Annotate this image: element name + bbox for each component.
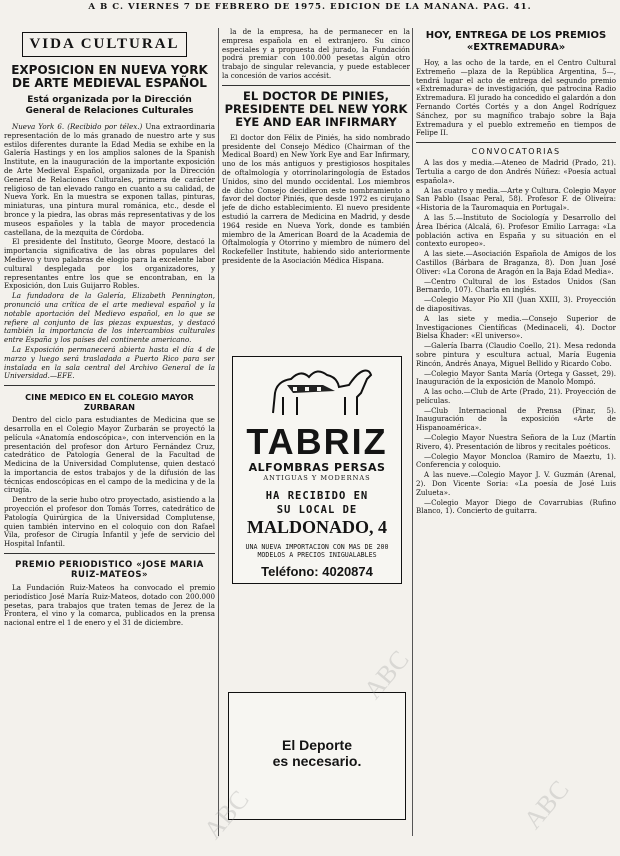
ad-slogan-line: es necesario. [272, 753, 362, 769]
event-item: —Colegio Mayor Pío XII (Juan XXIII, 3). Proyección de diapositivas. [416, 295, 616, 313]
divider [4, 385, 215, 386]
ad-slogan-line: El Deporte [281, 737, 352, 753]
column-left [4, 28, 215, 848]
paragraph: La Fundación Ruiz-Mateos ha convocado el premio periodístico José María Ruiz-Mateos, dotado con 200.000 pesetas, para trabajos que traten temas de Jerez de la Frontera, el vino y la comarca, publicados en la prensa nacional entre el 1 de enero y el 31 de diciembre. [4, 583, 215, 628]
article-body [222, 134, 410, 266]
article-body [4, 584, 215, 628]
column-right [416, 28, 616, 848]
event-item: —Colegio Mayor Nuestra Señora de la Luz (Martín Rivero, 4). Presentación de libros y recitales poéticos. [416, 433, 616, 451]
ad-address: MALDONADO, 4 [247, 517, 387, 537]
event-item: A las cuatro y media.—Arte y Cultura. Colegio Mayor San Pablo (Isaac Peral, 58). Profesor F. de Oliveira: «Historia de la Tauromaquia en Portugal». [416, 185, 616, 213]
article-body [416, 59, 616, 138]
paragraph: Hoy, a las ocho de la tarde, en el Centro Cultural Extremeño —plaza de la República Argentina, 5—, tendrá lugar el acto de entrega del segundo premio «Extremadura» de investigación, que patrocina Radio Extremadura. El jurado ha concedido el galardón a don Fernando Cortés Cortés y a don Angel Rodríguez Sánchez, por su magnífico trabajo sobre la Baja Extremadura y el pueblo extremeño en tiempos de Felipe II. [416, 58, 616, 138]
section-title-box: VIDA CULTURAL [22, 32, 187, 57]
article-subheadline: Está organizada por la Dirección General de Relaciones Culturales [25, 95, 194, 116]
paragraph: Dentro de la serie hubo otro proyectado, asistiendo a la proyección el profesor don Tomás Torres, catedrático de Patología Quirúrgica de la Universidad Complutense, quien también intervino en el coloquio con don Rafael Vila, profesor de Cirugía Infantil y jefe de servicio del Hospital Infantil. [4, 495, 215, 549]
paragraph: La fundadora de la Galería, Elizabeth Pennington, pronunció una crítica de el arte medieval español y la notable aportación del Medievo español, en lo que se refiere al conjunto de las piezas expuestas, y destacó también la importancia de los intercambios culturales entre España y los países del continente americano. [4, 291, 215, 345]
divider [4, 553, 215, 554]
ad-small-text: UNA NUEVA IMPORTACION CON MAS DE 200 MODELOS A PRECIOS INIGUALABLES [245, 543, 389, 559]
column-rule [412, 28, 413, 836]
watermark: ABC [518, 774, 575, 835]
event-item: A las siete.—Asociación Española de Amigos de los Castillos (Bárbara de Braganza, 8). Don Juan José Oliver: «La Corona de Aragón en la Baja Edad Media». [416, 249, 616, 276]
camel-illustration [253, 363, 383, 423]
ad-slogan [229, 737, 405, 769]
event-item: —Galería Ibarra (Claudio Coello, 21). Mesa redonda sobre pintura y escultura actual, María Eugenia Rincón, Andrés Anaya, Miguel Bellido y Ricardo Cobo. [416, 341, 616, 368]
page-header: A B C. VIERNES 7 DE FEBRERO DE 1975. EDICION DE LA MAÑANA. PAG. 41. [88, 2, 532, 12]
advertisement-tabriz [232, 356, 402, 584]
event-item: —Colegio Mayor Santa María (Ortega y Gasset, 29). Inauguración de la exposición de Manolo Mompó. [416, 368, 616, 387]
event-item: —Centro Cultural de los Estados Unidos (San Bernardo, 107). Charla en inglés. [416, 276, 616, 295]
ad-tagline: ALFOMBRAS PERSAS [248, 461, 386, 474]
divider [222, 85, 410, 86]
article-headline: PREMIO PERIODISTICO «JOSE MARIA RUIZ-MATEOS» [15, 560, 204, 581]
article-headline: HOY, ENTREGA DE LOS PREMIOS «EXTREMADURA» [425, 30, 607, 53]
advertisement-deporte [228, 692, 406, 820]
article-headline: EL DOCTOR DE PINIES, PRESIDENTE DEL NEW YORK EYE AND EAR INFIRMARY [224, 88, 408, 129]
section-title: CONVOCATORIAS [471, 147, 561, 157]
paragraph: El doctor don Félix de Piniés, ha sido nombrado presidente del Consejo Médico (Chairman of the Medical Board) en New York Eye and Ear Infirmary, uno de los más antiguos y prestigiosos hospitales de oftalmología y otorrinolaringología de Estados Unidos, sino del mundo occidental. Los miembros de dicho Consejo decidieron este nombramiento a favor del doctor Piniés, que desde 1972 es cirujano jefe de dicho establecimiento. El nuevo presidente estudió la carrera de Medicina en Madrid, y desde 1964 reside en Nueva York, donde es también miembro de la American Board de la Academia de Oftalmología y Otorrino y miembro de número del Rockefeller Institute, habiendo sido anteriormente presidente de la Asociación Médica Hispana. [222, 132, 410, 265]
event-item: —Colegio Mayor Diego de Covarrubias (Rufino Blanco, 1). Concierto de guitarra. [416, 497, 616, 516]
events-list [416, 159, 616, 516]
watermark: ABC [358, 644, 415, 705]
article-headline: EXPOSICION EN NUEVA YORK DE ARTE MEDIEVAL ESPAÑOL [11, 63, 208, 90]
paragraph: la de la empresa, ha de permanecer en la empresa española en el extranjero. Su cinco especiales y a propuesta del jurado, la Fundación podrá premiar con 100.000 pesetas algún otro trabajo de singular relevancia, y puede establecer la concesión de varios accésit. [222, 28, 410, 80]
ad-phone: Teléfono: 4020874 [261, 564, 373, 579]
dateline: Nueva York 6. (Recibido por télex.) [12, 122, 143, 131]
event-item: A las ocho.—Club de Arte (Prado, 21). Proyección de películas. [416, 387, 616, 405]
watermark: ABC [198, 784, 255, 845]
ad-tagline-sub: ANTIGUAS Y MODERNAS [263, 474, 371, 482]
paragraph: La Exposición permanecerá abierta hasta el día 4 de marzo y luego será trasladada a Puerto Rico para ser instalada en la sala central del Archivo General de la Universidad.—EFE. [4, 344, 215, 381]
column-rule [218, 28, 219, 836]
ad-brand: TABRIZ [246, 421, 388, 462]
article-headline: CINE MEDICO EN EL COLEGIO MAYOR ZURBARAN [25, 392, 194, 412]
event-item: A las 5.—Instituto de Sociología y Desarrollo del Área Ibérica (Alcalá, 6). Profesor Emilio Larraga: «La población activa en España y su situación en el contexto europeo». [416, 212, 616, 249]
ad-text: HA RECIBIDO EN [265, 490, 369, 502]
event-item: A las dos y media.—Ateneo de Madrid (Prado, 21). Tertulia a cargo de don Andrés Núñez: «Poesía actual española». [416, 158, 616, 185]
paragraph: Una extraordinaria representación de lo más granado de nuestro arte y sus estilos diferentes durante la Edad Media se exhibe en la Galería Hastings y en los amplios salones de la Spanish Institute, en la inauguración de la importante exposición de Arte Medieval Español, organizada por la Dirección General de Relaciones Culturales, primera de carácter religioso de tan elevado rango en cuanto a su calidad, de Nueva York. En la muestra se exponen tallas, pinturas, miniaturas, una pintura mural románica, etc., desde el bronce y la piedra, las obras más representativas y de los museos españoles y la tabla de mayor procedencia castellana, de la mezquita de Córdoba. [4, 122, 215, 237]
event-item: —Club Internacional de Prensa (Pinar, 5). Inauguración de la exposición «Arte de Hispanoamérica». [416, 405, 616, 433]
article-body [4, 416, 215, 549]
event-item: —Colegio Mayor Moncloa (Ramiro de Maeztu, 1). Conferencia y coloquio. [416, 451, 616, 470]
event-item: A las nueve.—Colegio Mayor J. V. Guzmán (Arenal, 2). Don Vicente Soria: «La poesía de José Luis Zulueta». [416, 470, 616, 497]
event-item: A las siete y media.—Consejo Superior de Investigaciones Científicas (Medinaceli, 4). Doctor Bielsa Khader: «El universo». [416, 313, 616, 341]
article-body [222, 28, 410, 81]
divider [416, 142, 616, 143]
article-body [4, 123, 215, 381]
ad-text: SU LOCAL DE [276, 504, 358, 516]
paragraph: Dentro del ciclo para estudiantes de Medicina que se desarrolla en el Colegio Mayor Zurbarán se proyectó la película «Anatomía endoscópica», con intervención en la presentación del profesor don Arturo Fernández Cruz, catedrático de Patología General de la Facultad de Medicina de la Universidad Complutense, quien destacó la importancia de estos trabajos y de la difusión de las técnicas endoscópicas en el campo de la medicina y de la cirugía. [4, 415, 215, 495]
paragraph: El presidente del Instituto, George Moore, destacó la importancia significativa de las obras populares del Medievo y tuvo palabras de elogio para la excelente labor cultural desplegada por los organizadores, y representantes entre los que se encontraban, en la Exposición, don Luis Guijarro Robles. [4, 237, 215, 291]
